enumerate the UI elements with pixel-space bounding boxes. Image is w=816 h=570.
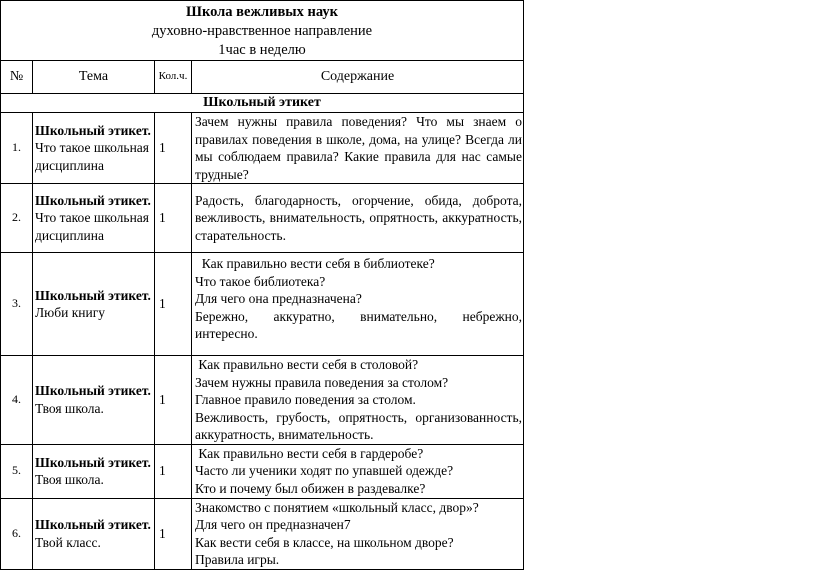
- row-hours: 1: [155, 498, 192, 569]
- content-line: Главное правило поведения за столом.: [195, 392, 416, 407]
- row-topic-bold: Школьный этикет.: [35, 287, 151, 303]
- content-line: Для чего она предназначена?: [195, 291, 362, 306]
- row-topic-bold: Школьный этикет.: [35, 192, 151, 208]
- row-topic-text: Люби книгу: [35, 305, 106, 320]
- content-line: Как вести себя в классе, на школьном дворе?: [195, 534, 454, 550]
- content-line: Зачем нужны правила поведения? Что мы знаем о правилах поведения в школе, дома, на улице? Всегда ли мы соблюдаем правила? Какие правила для нас самые трудные?: [195, 114, 522, 182]
- column-header-qty: Кол.ч.: [155, 61, 192, 94]
- content-line: Знакомство с понятием «школьный класс, двор»?: [195, 499, 479, 515]
- column-header-topic: Тема: [33, 61, 155, 94]
- row-topic: [33, 444, 155, 498]
- row-topic-text: Твоя школа.: [35, 400, 104, 416]
- content-line: Для чего он предназначен7: [195, 517, 351, 532]
- content-line: Как правильно вести себя в библиотеке?: [195, 256, 435, 271]
- table-row: [1, 498, 524, 569]
- hours-per-week: 1час в неделю: [218, 42, 306, 58]
- row-topic: [33, 184, 155, 253]
- content-line: Часто ли ученики ходят по упавшей одежде?: [195, 463, 454, 479]
- row-topic-text: Твой класс.: [35, 534, 101, 550]
- row-number: 6.: [1, 498, 33, 569]
- row-topic: [33, 498, 155, 569]
- row-topic-text: Что такое школьная дисциплина: [35, 140, 149, 173]
- row-hours: 1: [155, 184, 192, 253]
- row-content: [192, 184, 524, 253]
- table-row: [1, 356, 524, 445]
- content-line: Вежливость, грубость, опрятность, организованность, аккуратность, внимательность.: [195, 409, 522, 442]
- row-number: 2.: [1, 184, 33, 253]
- row-topic: [33, 113, 155, 184]
- content-line: Как правильно вести себя в столовой?: [195, 357, 419, 372]
- row-topic-bold: Школьный этикет.: [35, 383, 151, 399]
- row-hours: 1: [155, 444, 192, 498]
- row-topic-bold: Школьный этикет.: [35, 122, 151, 138]
- row-hours: 1: [155, 356, 192, 445]
- content-line: Кто и почему был обижен в раздевалке?: [195, 480, 426, 496]
- row-content: [192, 498, 524, 569]
- row-topic-bold: Школьный этикет.: [35, 517, 151, 532]
- column-header-row: [1, 61, 524, 94]
- table-row: [1, 253, 524, 356]
- row-number: 3.: [1, 253, 33, 356]
- table-row: [1, 444, 524, 498]
- row-topic-bold: Школьный этикет.: [35, 454, 151, 470]
- row-number: 4.: [1, 356, 33, 445]
- row-number: 5.: [1, 444, 33, 498]
- content-line: Бережно, аккуратно, внимательно, небрежно, интересно.: [195, 308, 522, 341]
- row-topic-text: Что такое школьная дисциплина: [35, 210, 149, 243]
- column-header-num: №: [1, 61, 33, 94]
- table-row: [1, 184, 524, 253]
- row-topic-text: Твоя школа.: [35, 472, 104, 487]
- row-topic: [33, 253, 155, 356]
- content-line: Правила игры.: [195, 552, 280, 567]
- section-title: Школьный этикет: [1, 94, 524, 113]
- row-topic: [33, 356, 155, 445]
- content-line: Зачем нужны правила поведения за столом?: [195, 374, 449, 390]
- document-title: Школа вежливых наук: [186, 4, 338, 20]
- table-row: [1, 113, 524, 184]
- row-hours: 1: [155, 253, 192, 356]
- content-line: Радость, благодарность, огорчение, обида, доброта, вежливость, внимательность, опрятность, аккуратность, старательность.: [195, 192, 522, 243]
- row-content: [192, 356, 524, 445]
- row-hours: 1: [155, 113, 192, 184]
- content-line: Как правильно вести себя в гардеробе?: [195, 445, 424, 461]
- column-header-content: Содержание: [192, 61, 524, 94]
- content-line: Что такое библиотека?: [195, 273, 326, 289]
- row-number: 1.: [1, 113, 33, 184]
- document-subtitle: духовно-нравственное направление: [151, 23, 373, 39]
- section-row: [1, 94, 524, 113]
- row-content: [192, 444, 524, 498]
- row-content: [192, 253, 524, 356]
- document-header: [1, 1, 524, 61]
- row-content: [192, 113, 524, 184]
